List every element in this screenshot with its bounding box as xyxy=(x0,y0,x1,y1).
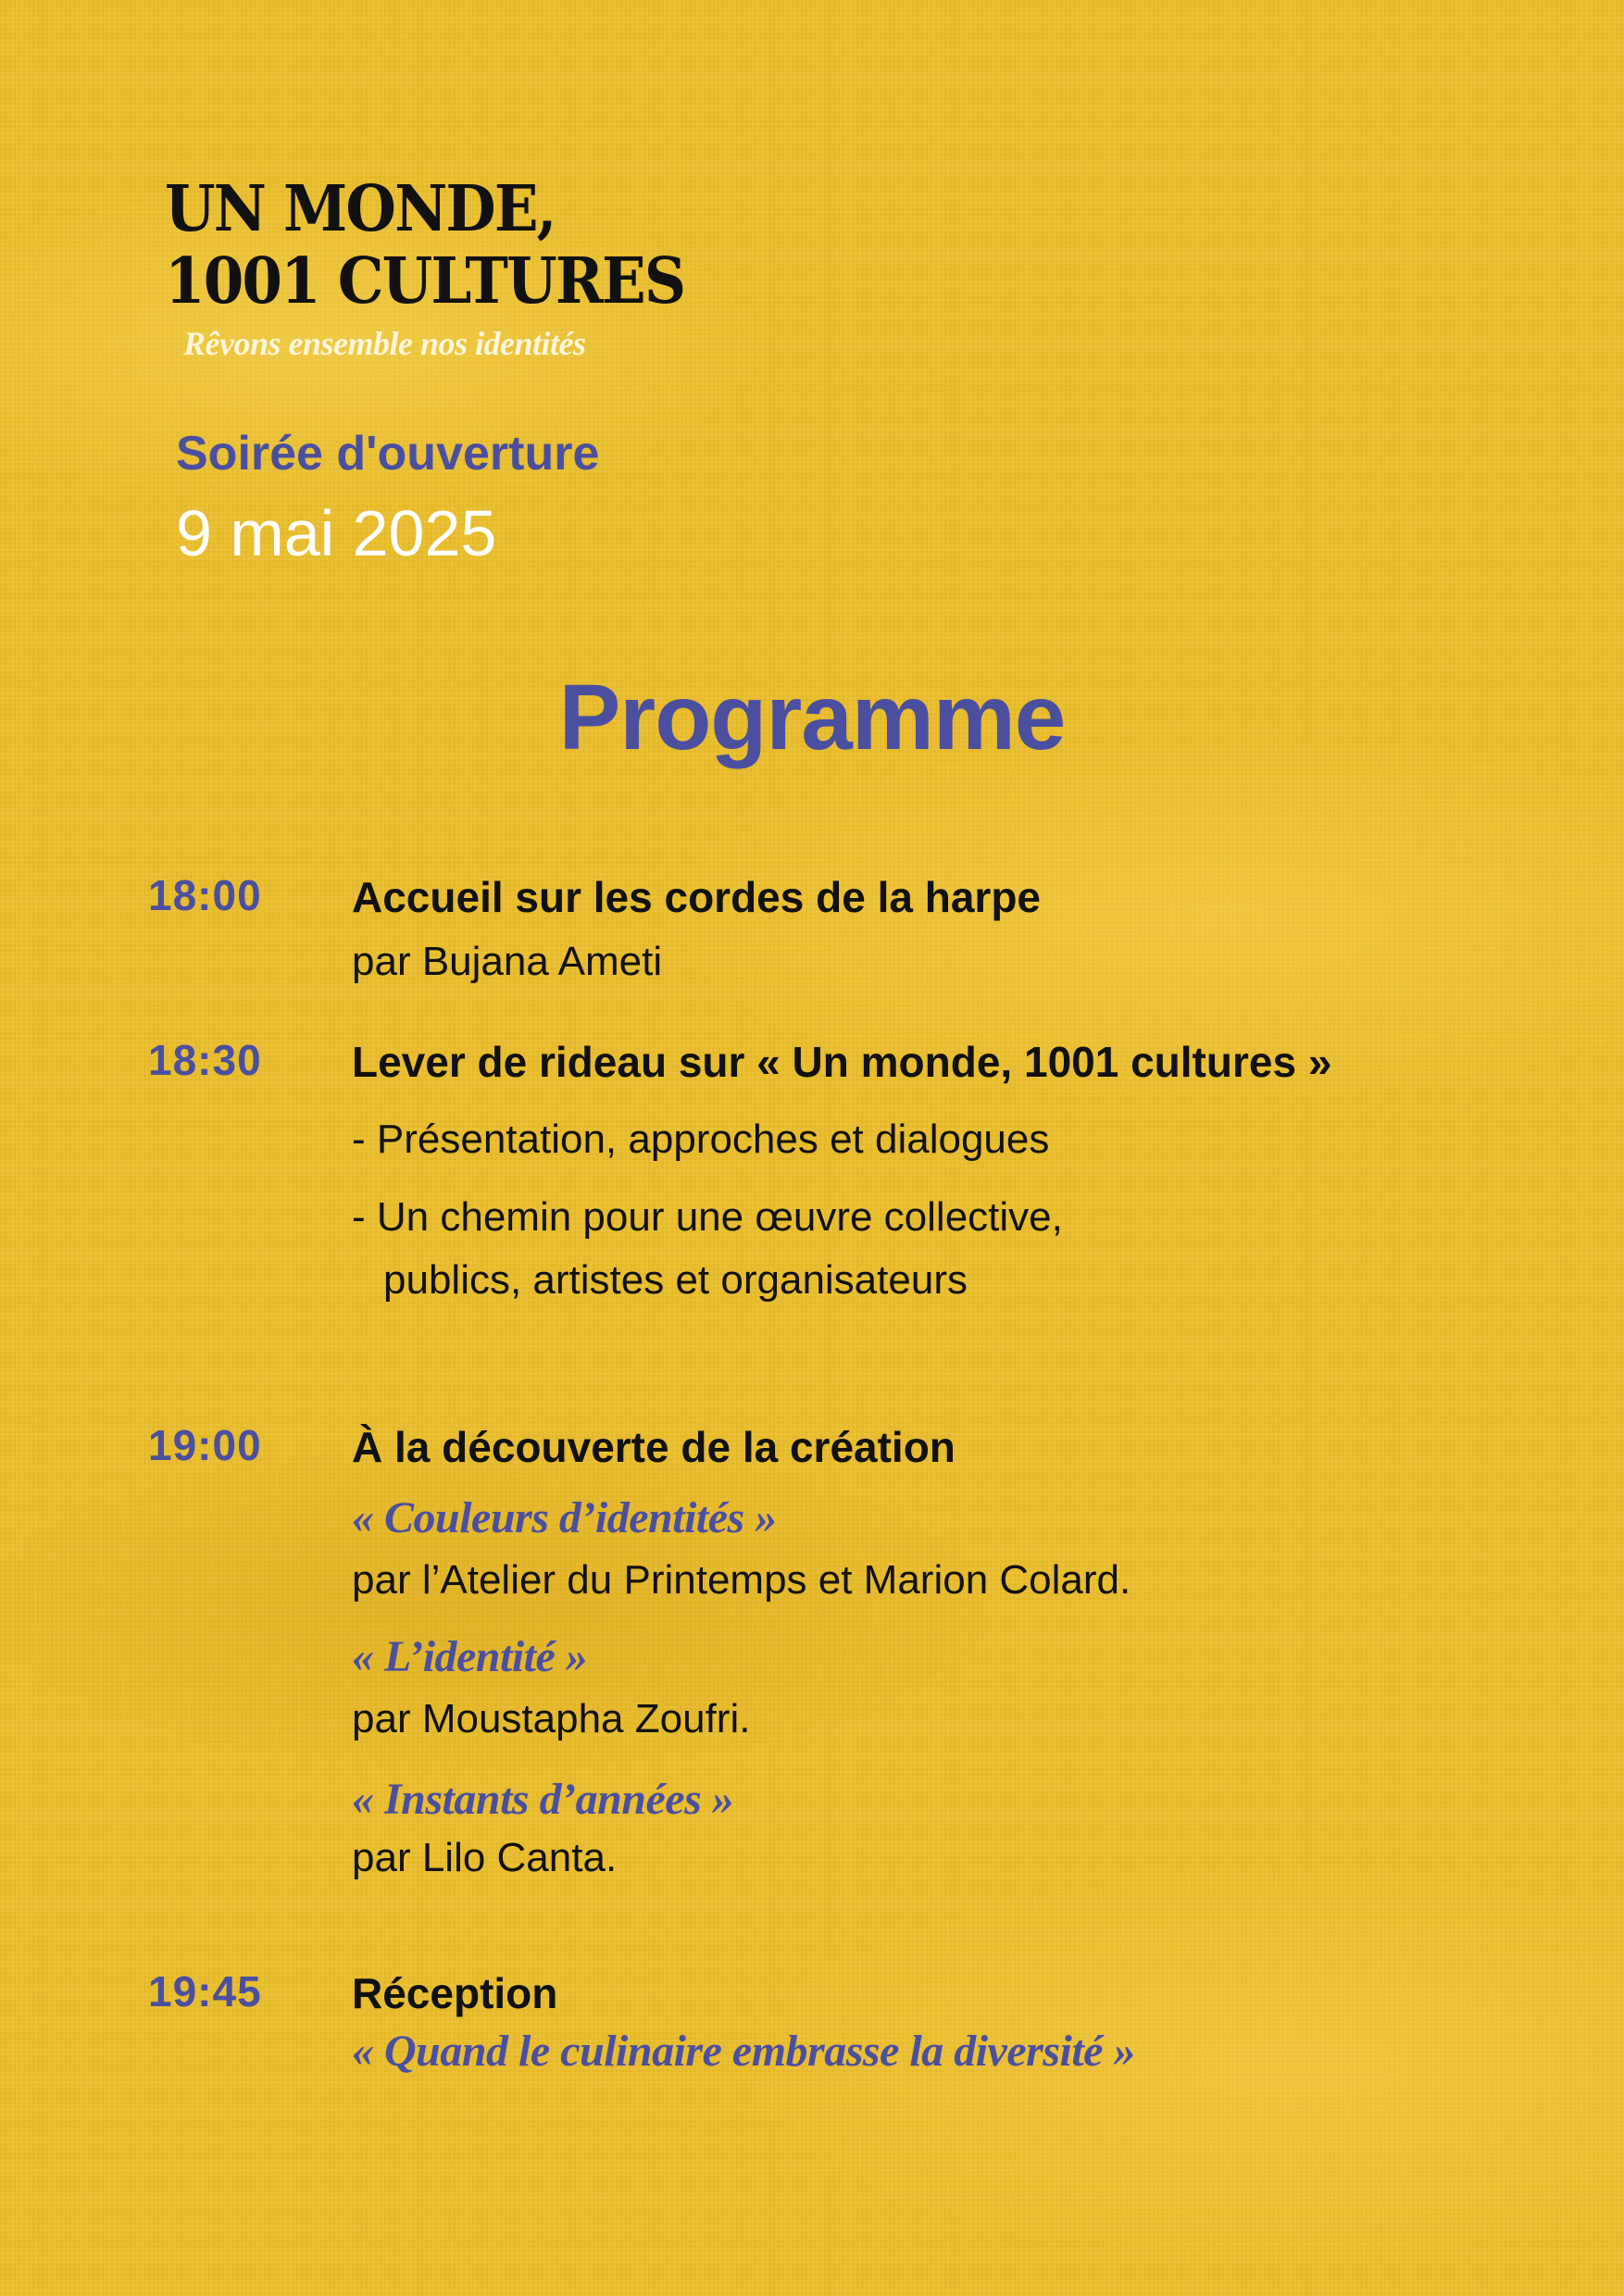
time-label: 19:00 xyxy=(148,1421,262,1469)
item-title: Accueil sur les cordes de la harpe xyxy=(352,873,1041,921)
work-credit: par l’Atelier du Printemps et Marion Colard. xyxy=(352,1557,1131,1603)
time-label: 18:30 xyxy=(148,1036,262,1084)
event-title-line-2: 1001 CULTURES xyxy=(165,244,685,318)
item-title: Réception xyxy=(352,1969,558,2017)
work-title: « Instants d’années » xyxy=(352,1775,734,1824)
time-label: 19:45 xyxy=(148,1967,262,2015)
work-credit: par Moustapha Zoufri. xyxy=(352,1696,751,1741)
item-line: publics, artistes et organisateurs xyxy=(383,1257,968,1303)
work-title: « Couleurs d’identités » xyxy=(352,1493,777,1542)
event-subtitle: Soirée d'ouverture xyxy=(176,427,600,480)
work-title: « L’identité » xyxy=(352,1632,588,1681)
item-line: - Présentation, approches et dialogues xyxy=(352,1117,1050,1162)
event-date: 9 mai 2025 xyxy=(176,497,497,569)
item-line: - Un chemin pour une œuvre collective, xyxy=(352,1194,1063,1240)
programme-heading: Programme xyxy=(558,666,1066,769)
item-line: par Bujana Ameti xyxy=(352,939,663,984)
item-title: Lever de rideau sur « Un monde, 1001 cultures » xyxy=(352,1038,1332,1086)
time-label: 18:00 xyxy=(148,871,262,919)
item-title: À la découverte de la création xyxy=(352,1423,956,1471)
work-credit: par Lilo Canta. xyxy=(352,1835,618,1880)
tagline: Rêvons ensemble nos identités xyxy=(183,325,586,362)
item-subtitle: « Quand le culinaire embrasse la diversité » xyxy=(352,2027,1135,2076)
event-title-line-1: UN MONDE, xyxy=(165,172,556,246)
